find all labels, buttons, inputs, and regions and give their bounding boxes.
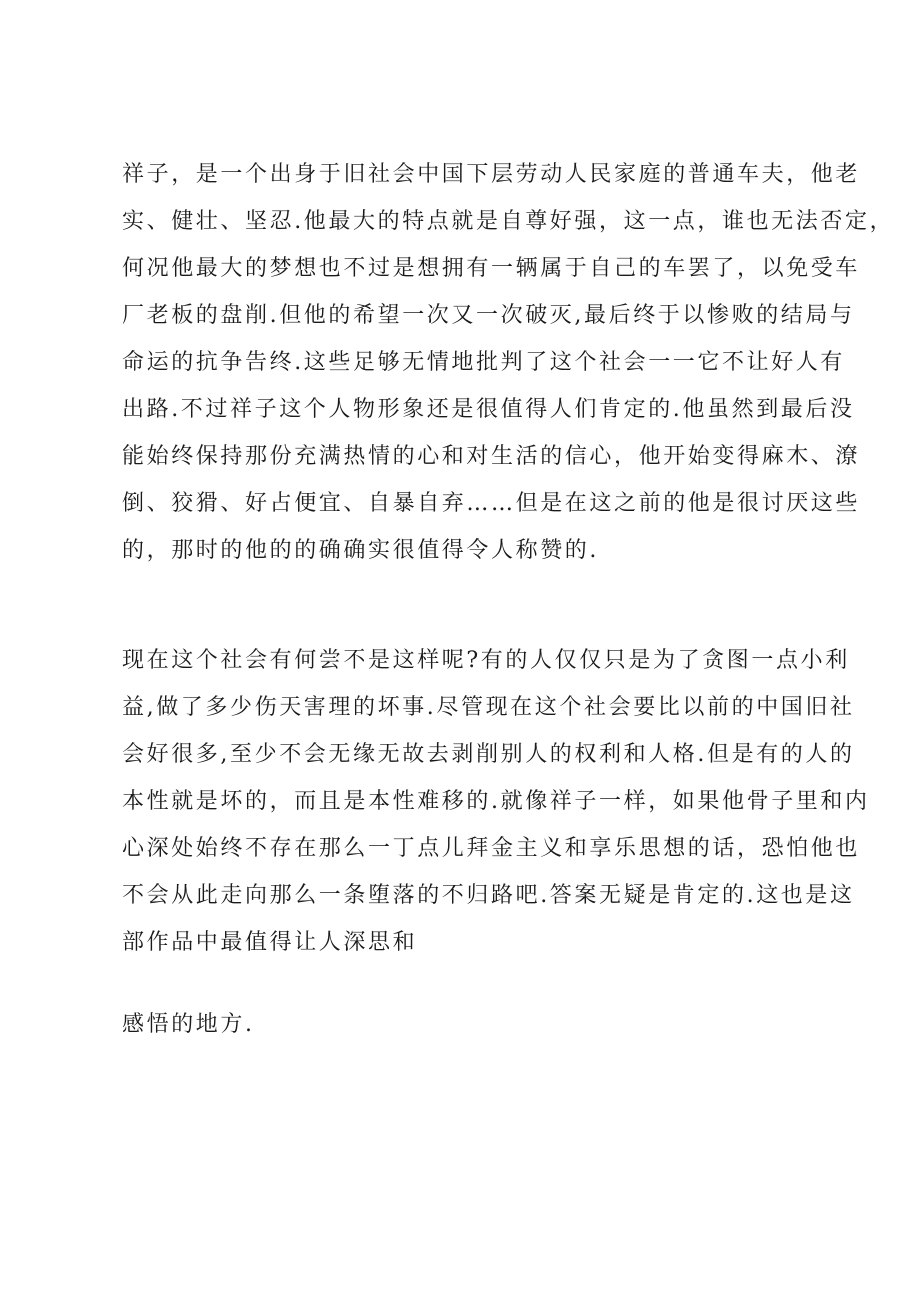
text-line: 出路.不过祥子这个人物形象还是很值得人们肯定的.他虽然到最后没 (122, 397, 855, 422)
text-line: 命运的抗争告终.这些足够无情地批判了这个社会一一它不让好人有 (122, 350, 845, 375)
text-line: 部作品中最值得让人深思和 (122, 930, 418, 955)
text-line: 感悟的地方. (122, 1012, 255, 1037)
text-line: 益,做了多少伤天害理的坏事.尽管现在这个社会要比以前的中国旧社 (122, 695, 855, 720)
text-line: 心深处始终不存在那么一丁点儿拜金主义和享乐思想的话，恐怕他也 (122, 836, 861, 861)
text-line: 厂老板的盘削.但他的希望一次又一次破灭,最后终于以惨败的结局与 (122, 303, 855, 328)
text-line: 现在这个社会有何尝不是这样呢?有的人仅仅只是为了贪图一点小利 (122, 648, 850, 673)
text-line: 倒、狡猾、好占便宜、自暴自弃……但是在这之前的他是很讨厌这些 (122, 491, 861, 516)
text-line: 的，那时的他的的确确实很值得令人称赞的. (122, 538, 599, 563)
text-line: 何况他最大的梦想也不过是想拥有一辆属于自己的车罢了，以免受车 (122, 256, 861, 281)
text-line: 实、健壮、坚忍.他最大的特点就是自尊好强，这一点，谁也无法否定， (122, 209, 895, 234)
text-line: 不会从此走向那么一条堕落的不归路吧.答案无疑是肯定的.这也是这 (122, 883, 855, 908)
text-line: 能始终保持那份充满热情的心和对生活的信心，他开始变得麻木、潦 (122, 444, 861, 469)
text-line: 祥子，是一个出身于旧社会中国下层劳动人民家庭的普通车夫，他老 (122, 162, 861, 187)
text-line: 会好很多,至少不会无缘无故去剥削别人的权利和人格.但是有的人的 (122, 742, 855, 767)
text-line: 本性就是坏的，而且是本性难移的.就像祥子一样，如果他骨子里和内 (122, 789, 870, 814)
